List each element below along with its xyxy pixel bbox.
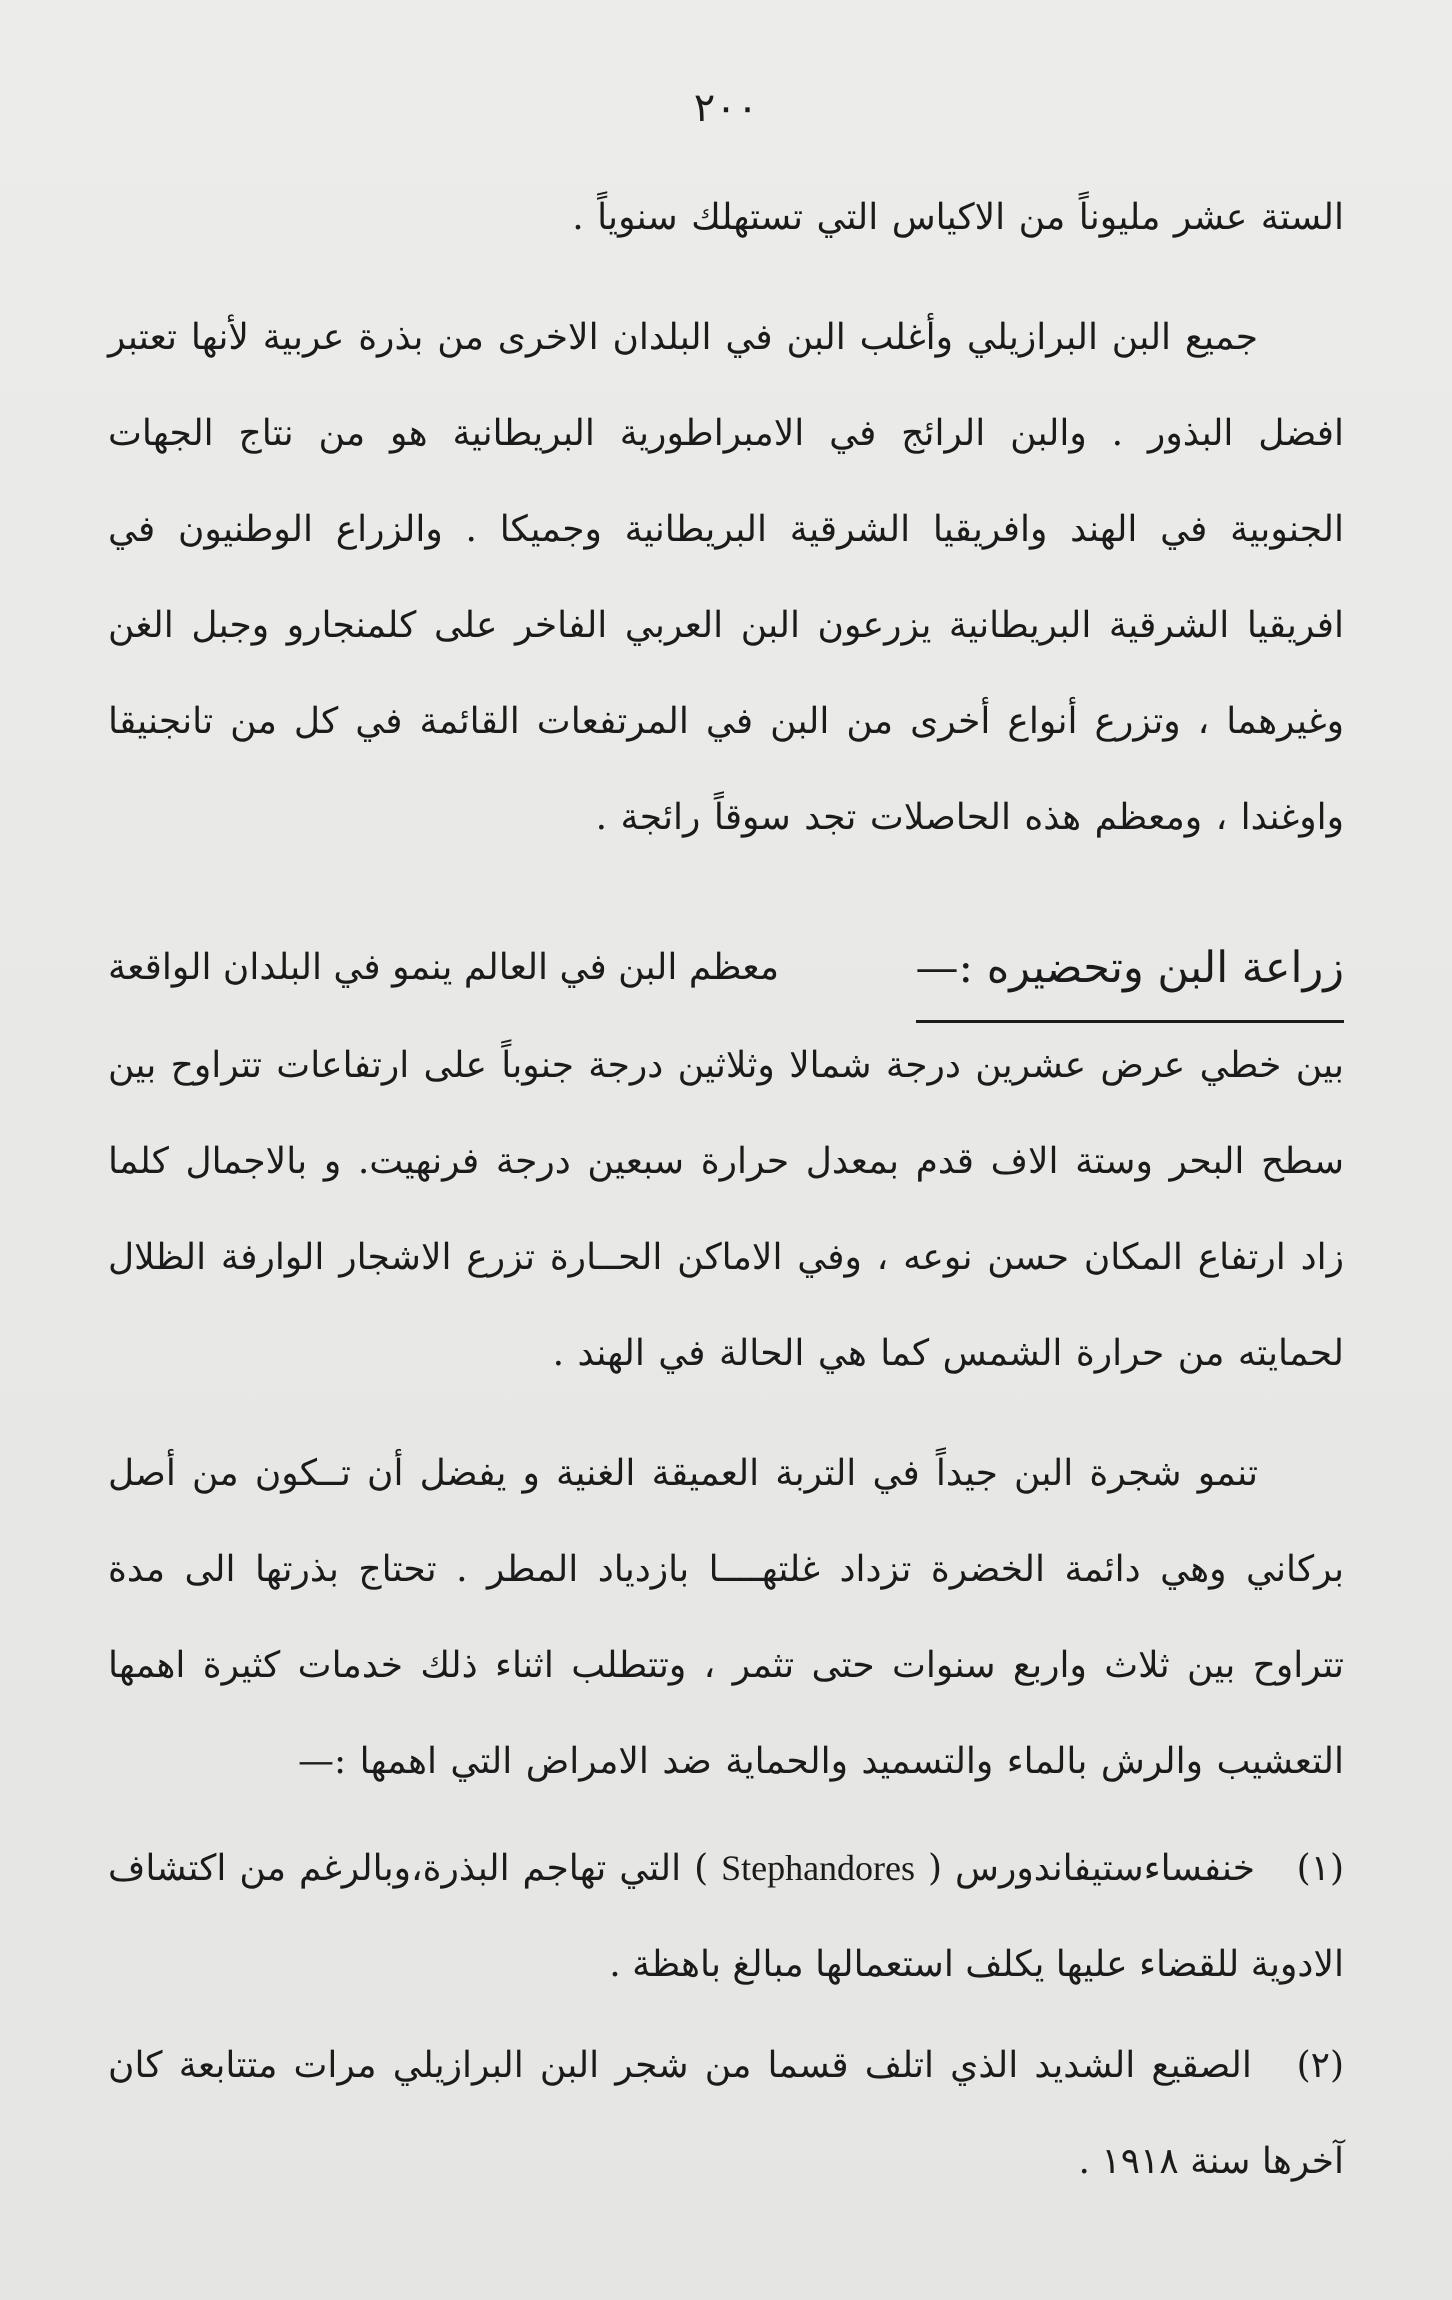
list-item-2-text: الصقيع الشديد الذي اتلف قسما من شجر البن البرازيلي مرات متتابعة كان آخرها سنة ١٩١٨ . [108, 2045, 1344, 2182]
list-item-2 [108, 2018, 1344, 2210]
paragraph-growth: تنمو شجرة البن جيداً في التربة العميقة الغنية و يفضل أن تــكون من أصل بركاني وهي دائمة الخضرة تزداد غلتهــــا بازدياد المطر . تحتاج بذرتها الى مدة تتراوح بين ثلاث واربع سنوات حتى تثمر ، وتتطلب اثناء ذلك خدمات كثيرة اهمها التعشيب والرش بالماء والتسميد والحماية ضد الامراض التي اهمها :— [108, 1453, 1344, 1782]
list-item-1-latin-name: Stephandores [721, 1848, 916, 1888]
list-item-1-number: (١) [1296, 1848, 1344, 1889]
paragraph-continued: الستة عشر مليوناً من الاكياس التي تستهلك سنوياً . [572, 197, 1344, 238]
paragraph-cultivation: بين خطي عرض عشرين درجة شمالا وثلاثين درجة جنوباً على ارتفاعات تتراوح بين سطح البحر وستة الاف قدم بمعدل حرارة سبعين درجة فرنهيت. و بالاجمال كلما زاد ارتفاع المكان حسن نوعه ، وفي الاماكن الحــارة تزرع الاشجار الوارفة الظلال لحمايته من حرارة الشمس كما هي الحالة في الهند . [108, 1045, 1344, 1374]
paragraph-arabica-coffee: جميع البن البرازيلي وأغلب البن في البلدان الاخرى من بذرة عربية لأنها تعتبر افضل البذور . والبن الرائج في الامبراطورية البريطانية هو من نتاج الجهات الجنوبية في الهند وافريقيا الشرقية البريطانية وجميكا . والزراع الوطنيون في افريقيا الشرقية البريطانية يزرعون البن العربي الفاخر على كلمنجارو وجبل الغن وغيرهما ، وتزرع أنواع أخرى من البن في المرتفعات القائمة في كل من تانجنيقا واوغندا ، ومعظم هذه الحاصلات تجد سوقاً رائجة . [108, 317, 1344, 838]
list-item-1-text-start: خنفساءستيفاندورس ( [928, 1848, 1256, 1889]
list-item-2-number: (٢) [1296, 2045, 1344, 2086]
section-heading-line [108, 920, 1344, 1028]
list-item-1-text-end: ) التي تهاجم البذرة،وبالرغم من اكتشاف الادوية للقضاء عليها يكلف استعمالها مبالغ باهظة . [108, 1848, 1344, 1985]
section-heading-text: معظم البن في العالم ينمو في البلدان الواقعة [108, 947, 779, 988]
list-item-1 [108, 1820, 1344, 2013]
page-number: ٢٠٠ [693, 85, 759, 131]
section-heading-title: زراعة البن وتحضيره :— [916, 920, 1344, 1023]
